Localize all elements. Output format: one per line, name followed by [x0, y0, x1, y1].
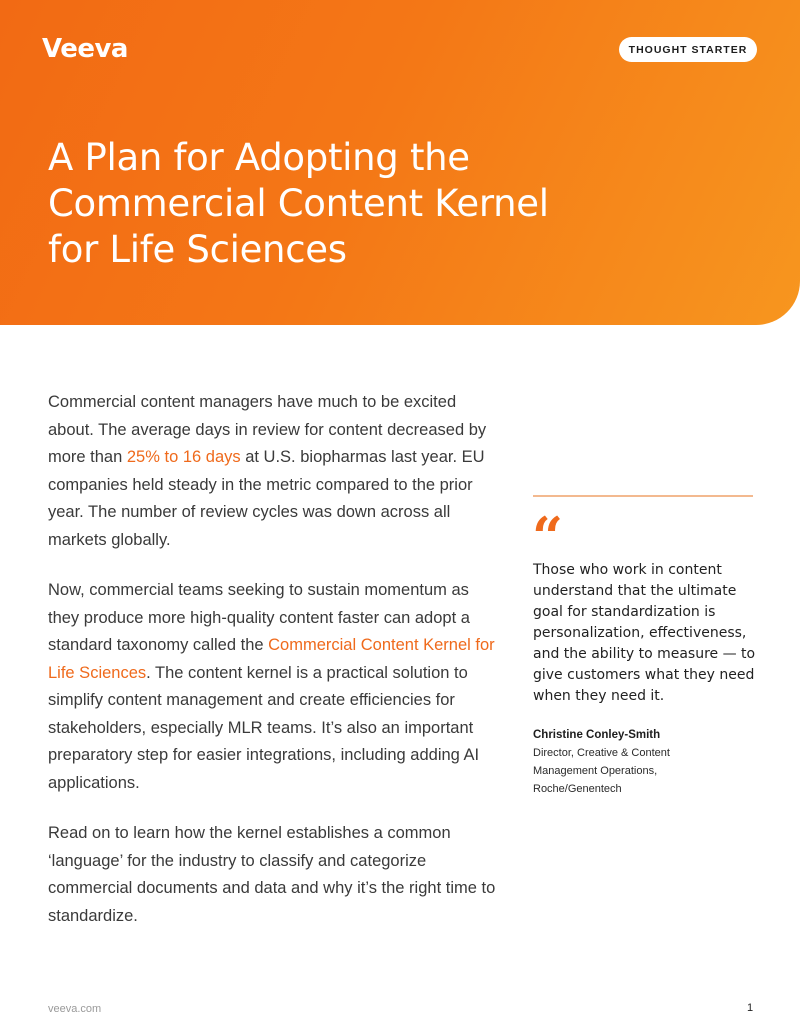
text-run: Now, commercial teams seeking to sustain momentum as they produce more high-quality content faster can adopt a standard taxonomy called the	[48, 581, 470, 654]
text-run: at U.S. biopharmas last year. EU companies held steady in the metric compared to the prior year. The number of review cycles was down across all markets globally.	[48, 448, 485, 549]
hero-banner	[0, 0, 800, 325]
quote-author-role	[533, 744, 758, 798]
title-line: A Plan for Adopting the	[48, 136, 470, 179]
footer-url[interactable]: veeva.com	[48, 1003, 102, 1015]
intro-paragraph	[48, 389, 498, 554]
role-line: Director, Creative & Content	[533, 747, 670, 759]
page-title	[48, 135, 688, 273]
stat-highlight: 25% to 16 days	[126, 448, 241, 466]
quote-mark-icon: “	[532, 505, 564, 569]
kernel-paragraph	[48, 577, 498, 797]
title-line: Commercial Content Kernel	[48, 182, 549, 225]
pull-quote: Those who work in content understand that the ultimate goal for standardization is personalization, effectiveness, and the ability to measure — to give customers what they need when they need it.	[533, 562, 756, 704]
text-run: . The content kernel is a practical solution to simplify content management and create efficiencies for stakeholders, especially MLR teams. It’s also an important preparatory step for easier integrations, including adding AI applications.	[48, 663, 480, 792]
read-on-paragraph: Read on to learn how the kernel establishes a common ‘language’ for the industry to classify and categorize commercial documents and data and why it’s the right time to standardize.	[48, 824, 496, 925]
quote-divider	[533, 495, 753, 497]
role-line: Roche/Genentech	[533, 783, 622, 795]
veeva-logo[interactable]: Veeva	[42, 34, 128, 64]
body-column	[48, 389, 498, 953]
title-line: for Life Sciences	[48, 228, 347, 271]
role-line: Management Operations,	[533, 765, 658, 777]
text-run: Commercial content managers have much to be excited about. The average days in review for content decreased by more than	[48, 393, 487, 466]
thought-starter-badge: THOUGHT STARTER	[619, 37, 757, 62]
kernel-link[interactable]: Commercial Content Kernel for Life Sciences	[48, 636, 495, 682]
page-number: 1	[747, 1002, 754, 1014]
quote-author: Christine Conley-Smith	[533, 729, 661, 741]
